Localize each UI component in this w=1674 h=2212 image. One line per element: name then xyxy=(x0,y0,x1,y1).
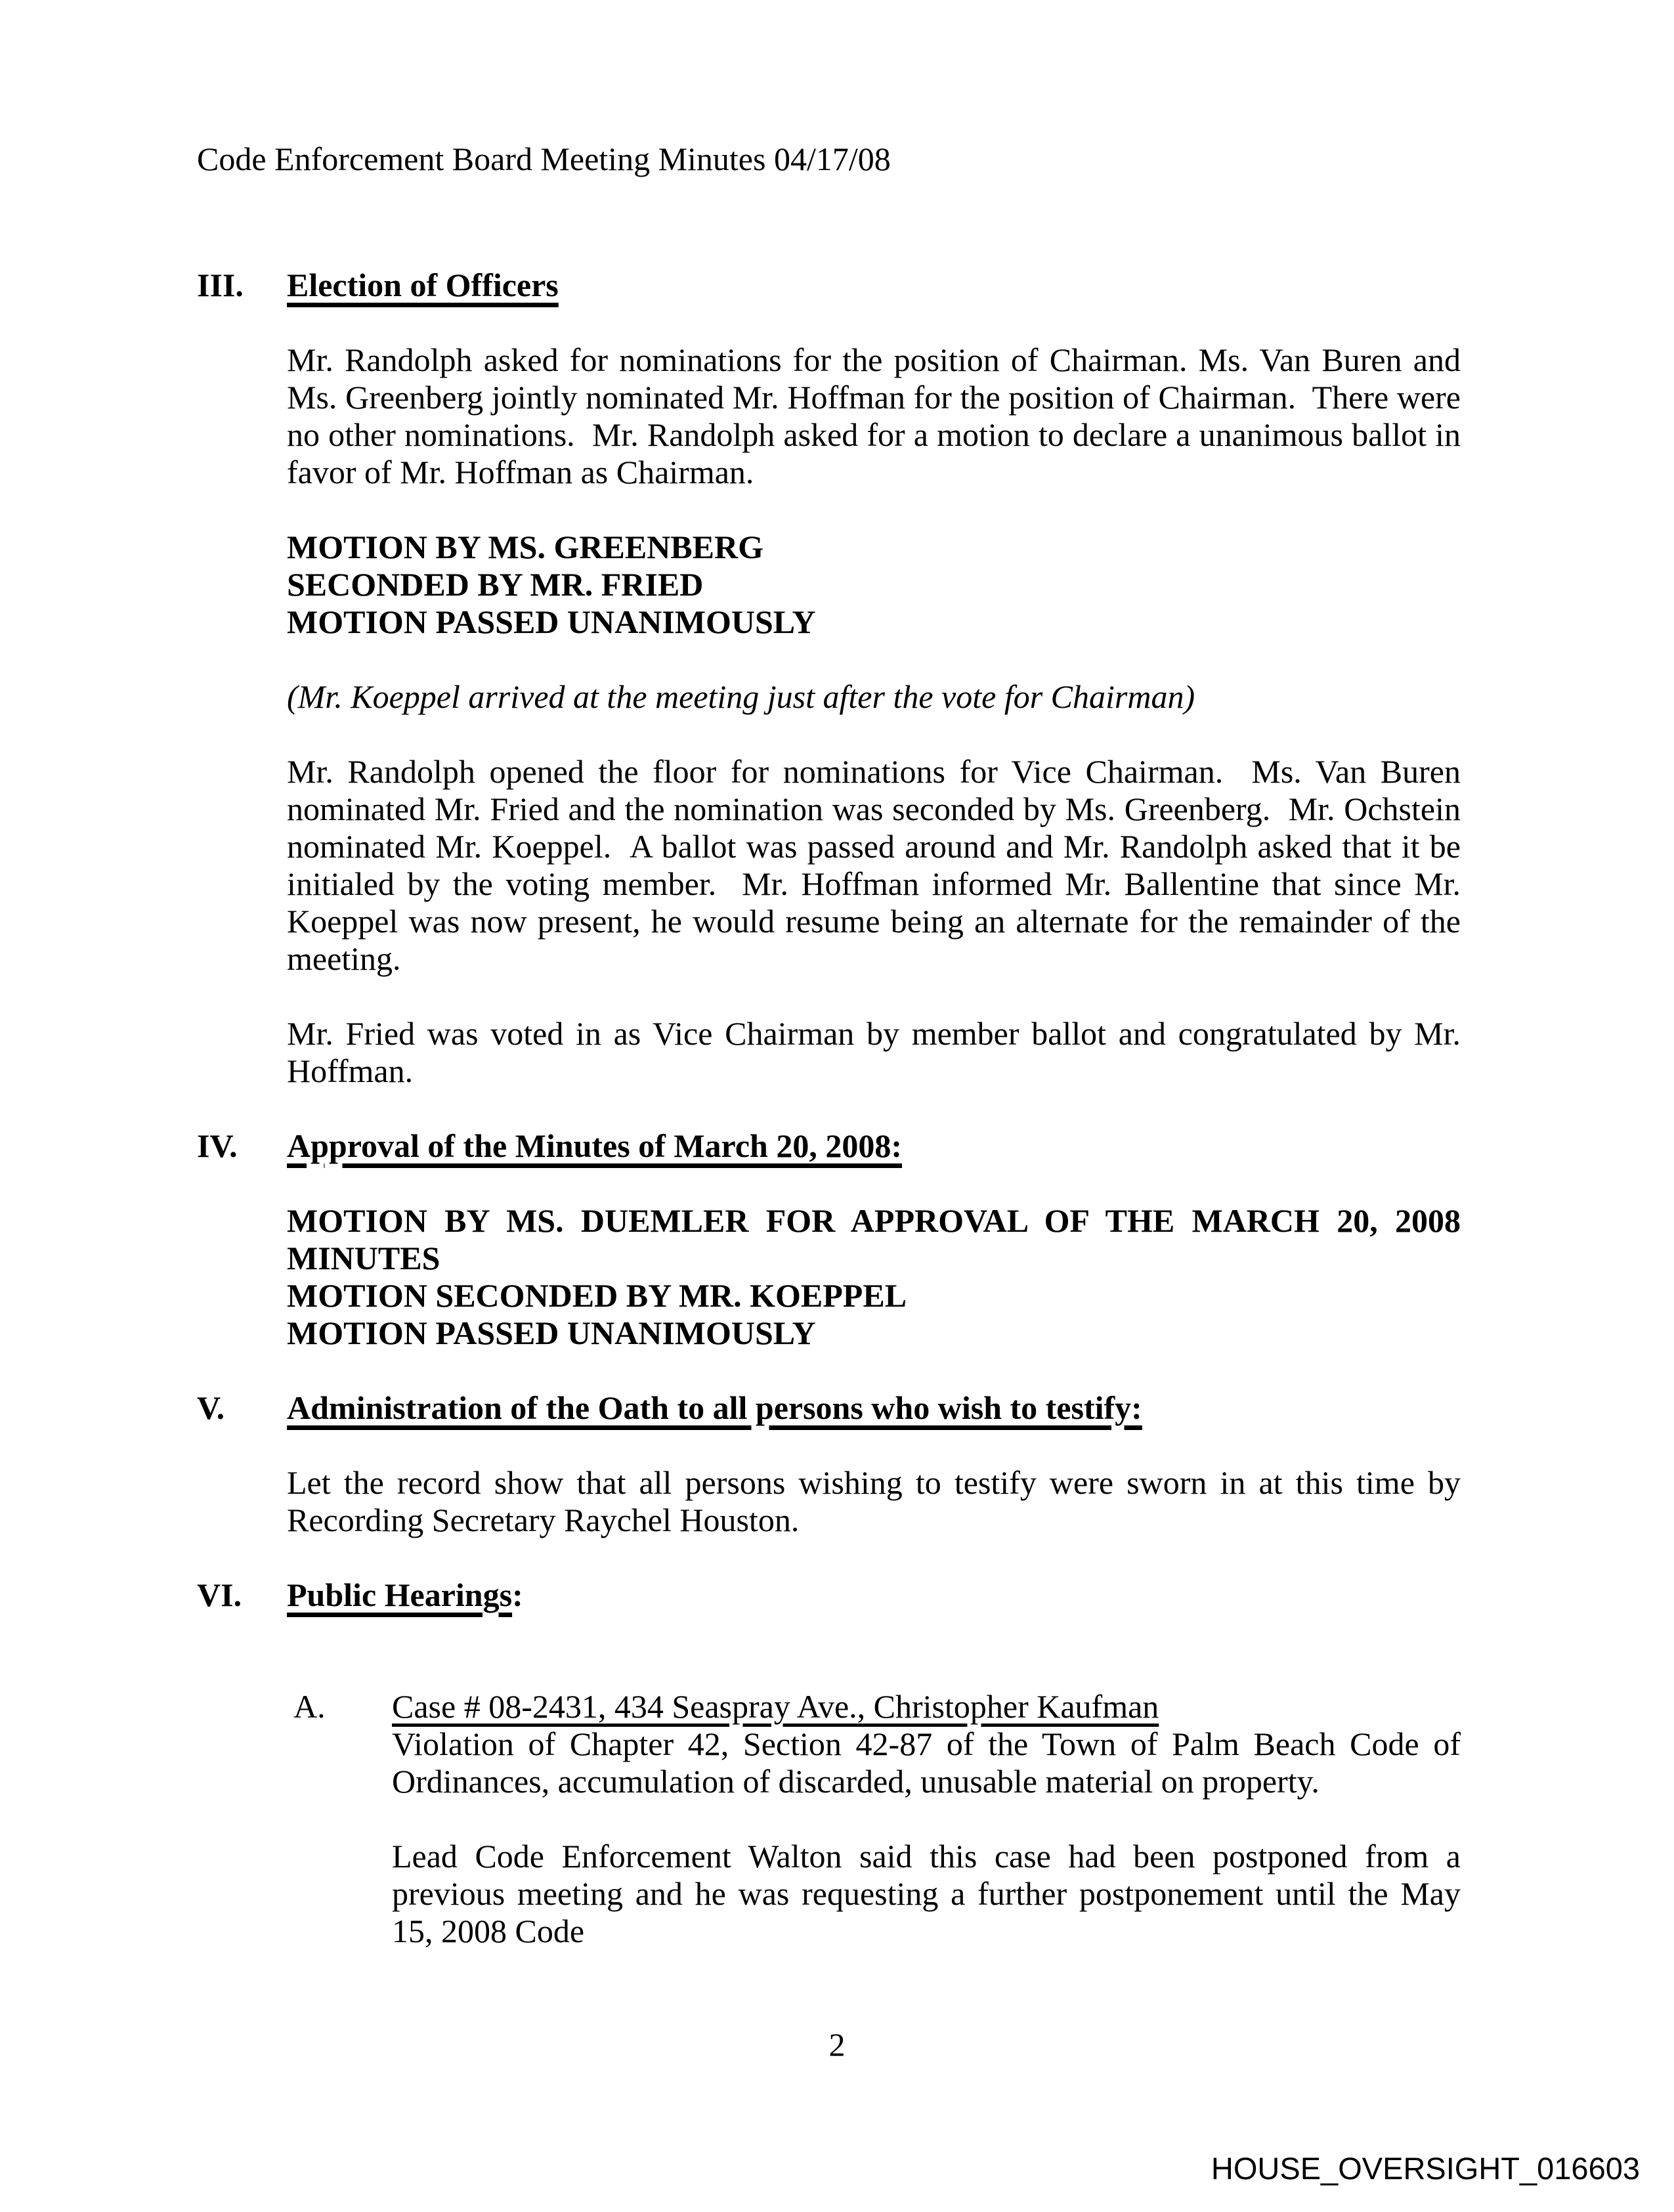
bates-stamp: HOUSE_OVERSIGHT_016603 xyxy=(1211,2151,1640,2186)
motion-line: SECONDED BY MR. FRIED xyxy=(287,566,704,603)
section-iii-paragraph-1: Mr. Randolph asked for nominations for the position of Chairman. Ms. Van Buren and Ms. Greenberg jointly nominated Mr. Hoffman for the position of Chairman. There were no other nominations. Mr. Randolph asked for a motion to declare a unanimous ballot in favor of Mr. Hoffman as Chairman. xyxy=(287,341,1469,490)
section-iii-note: (Mr. Koeppel arrived at the meeting just after the vote for Chairman) xyxy=(287,678,1195,715)
section-iii-number: III. xyxy=(197,267,244,303)
section-iii-motion-block xyxy=(287,529,1461,641)
section-iii-title: Election of Officers xyxy=(287,267,559,303)
section-iv-motion-block xyxy=(287,1202,1461,1352)
case-a-violation: Violation of Chapter 42, Section 42-87 of the Town of Palm Beach Code of Ordinances, accumulation of discarded, unusable material on property. xyxy=(392,1725,1469,1800)
motion-line: MOTION BY MS. GREENBERG xyxy=(287,529,764,565)
motion-line: MOTION SECONDED BY MR. KOEPPEL xyxy=(287,1277,907,1314)
case-a-paragraph: Lead Code Enforcement Walton said this case had been postponed from a previous meeting and he was requesting a further postponement until the May 15, 2008 Code xyxy=(392,1838,1469,1949)
section-vi-title-colon: : xyxy=(512,1576,523,1613)
section-iv-number: IV. xyxy=(197,1127,238,1164)
case-a-heading-line xyxy=(392,1688,1461,1725)
section-iv-title: Approval of the Minutes of March 20, 2008: xyxy=(287,1127,902,1164)
section-vi-title: Public Hearings xyxy=(287,1576,513,1613)
section-vi-heading xyxy=(197,1576,1461,1614)
section-iii-heading xyxy=(197,267,1461,304)
motion-line: MOTION BY MS. DUEMLER FOR APPROVAL OF THE MARCH 20, 2008 xyxy=(287,1202,1461,1239)
case-a-item xyxy=(293,1688,1469,1800)
page-header: Code Enforcement Board Meeting Minutes 04/17/08 xyxy=(197,141,891,177)
section-iii-paragraph-2: Mr. Randolph opened the floor for nominations for Vice Chairman. Ms. Van Buren nominated Mr. Fried and the nomination was seconded by Ms. Greenberg. Mr. Ochstein nominated Mr. Koeppel. A ballot was passed around and Mr. Randolph asked that it be initialed by the voting member. Mr. Hoffman informed Mr. Ballentine that since Mr. Koeppel was now present, he would resume being an alternate for the remainder of the meeting. xyxy=(287,753,1469,977)
section-vi-number: VI. xyxy=(197,1576,242,1613)
case-a-heading: Case # 08-2431, 434 Seaspray Ave., Christopher Kaufman xyxy=(392,1688,1159,1725)
motion-line: MINUTES xyxy=(287,1240,440,1276)
section-v-heading xyxy=(197,1389,1461,1427)
motion-line: MOTION PASSED UNANIMOUSLY xyxy=(287,1314,816,1351)
case-a-letter: A. xyxy=(293,1688,326,1725)
motion-line: MOTION PASSED UNANIMOUSLY xyxy=(287,603,816,640)
section-v-title: Administration of the Oath to all persons who wish to testify: xyxy=(287,1389,1142,1426)
section-v-paragraph: Let the record show that all persons wishing to testify were sworn in at this time by Recording Secretary Raychel Houston. xyxy=(287,1464,1469,1538)
document-body xyxy=(197,141,1469,1950)
section-iii-paragraph-3: Mr. Fried was voted in as Vice Chairman by member ballot and congratulated by Mr. Hoffman. xyxy=(287,1015,1469,1089)
page-number: 2 xyxy=(828,2026,846,2063)
section-iv-heading xyxy=(197,1127,1461,1165)
section-v-number: V. xyxy=(197,1389,225,1426)
